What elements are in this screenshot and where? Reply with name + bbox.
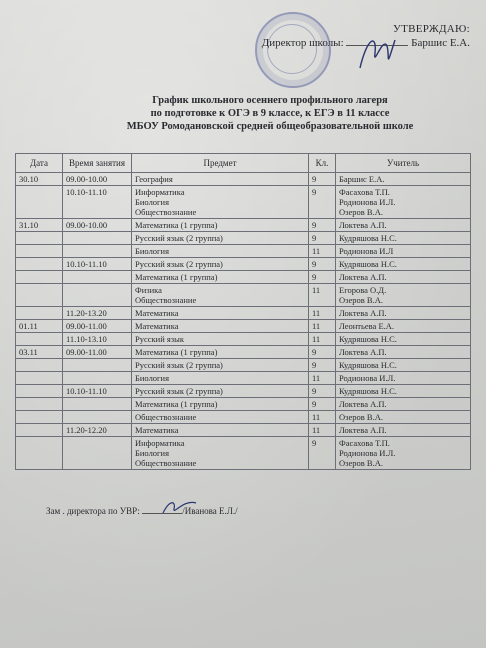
cell-date: 03.11 (16, 346, 63, 359)
approve-word: УТВЕРЖДАЮ: (393, 23, 470, 35)
cell-subject: Русский язык (132, 333, 309, 346)
table-row (16, 424, 471, 437)
cell-class: 11 (309, 320, 336, 333)
cell-date: 01.11 (16, 320, 63, 333)
cell-date (16, 424, 63, 437)
cell-class: 11 (309, 372, 336, 385)
cell-class: 9 (309, 385, 336, 398)
cell-time (63, 284, 132, 307)
cell-subject: Математика (1 группа) (132, 271, 309, 284)
cell-teacher: Локтева А.П. (336, 398, 471, 411)
cell-time: 10.10-11.10 (63, 385, 132, 398)
table-row (16, 320, 471, 333)
cell-time (63, 398, 132, 411)
cell-teacher: Родионова И.Л (336, 245, 471, 258)
cell-teacher: Локтева А.П. (336, 346, 471, 359)
deputy-signature (160, 497, 200, 517)
cell-date (16, 437, 63, 470)
cell-class: 11 (309, 307, 336, 320)
cell-time (63, 271, 132, 284)
cell-teacher: Кудряшова Н.С. (336, 258, 471, 271)
cell-date (16, 333, 63, 346)
cell-subject: Информатика Биология Обществознание (132, 437, 309, 470)
cell-subject: Информатика Биология Обществознание (132, 186, 309, 219)
cell-class: 9 (309, 346, 336, 359)
cell-date (16, 372, 63, 385)
table-row (16, 372, 471, 385)
cell-teacher: Фасахова Т.П. Родионова И.Л. Озеров В.А. (336, 437, 471, 470)
cell-subject: Биология (132, 245, 309, 258)
cell-class: 9 (309, 186, 336, 219)
cell-time: 09.00-11.00 (63, 320, 132, 333)
cell-class: 9 (309, 173, 336, 186)
cell-teacher: Родионова И.Л. (336, 372, 471, 385)
cell-subject: Математика (1 группа) (132, 219, 309, 232)
table-row (16, 398, 471, 411)
cell-class: 11 (309, 333, 336, 346)
table-row (16, 411, 471, 424)
cell-class: 9 (309, 437, 336, 470)
cell-time (63, 232, 132, 245)
cell-teacher: Локтева А.П. (336, 424, 471, 437)
cell-date (16, 271, 63, 284)
table-row (16, 232, 471, 245)
cell-subject: Математика (132, 424, 309, 437)
cell-time (63, 245, 132, 258)
header-class: Кл. (309, 154, 336, 173)
table-row (16, 219, 471, 232)
cell-teacher: Кудряшова Н.С. (336, 359, 471, 372)
table-row (16, 437, 471, 470)
approval-block (230, 22, 470, 50)
cell-teacher: Фасахова Т.П. Родионова И.Л. Озеров В.А. (336, 186, 471, 219)
table-body (16, 173, 471, 470)
cell-date: 31.10 (16, 219, 63, 232)
cell-class: 11 (309, 245, 336, 258)
table-row (16, 346, 471, 359)
cell-subject: Математика (132, 307, 309, 320)
cell-class: 9 (309, 398, 336, 411)
cell-date (16, 258, 63, 271)
table-row (16, 245, 471, 258)
cell-class: 9 (309, 219, 336, 232)
cell-subject: Математика (1 группа) (132, 398, 309, 411)
cell-time: 10.10-11.10 (63, 186, 132, 219)
cell-teacher: Леонтьева Е.А. (336, 320, 471, 333)
table-row (16, 307, 471, 320)
table-row (16, 186, 471, 219)
cell-class: 9 (309, 232, 336, 245)
cell-subject: Биология (132, 372, 309, 385)
cell-date (16, 245, 63, 258)
cell-time (63, 359, 132, 372)
cell-time: 11.20-12.20 (63, 424, 132, 437)
cell-teacher: Локтева А.П. (336, 219, 471, 232)
cell-time: 11.20-13.20 (63, 307, 132, 320)
cell-class: 9 (309, 359, 336, 372)
cell-date (16, 307, 63, 320)
cell-subject: Русский язык (2 группа) (132, 232, 309, 245)
cell-time (63, 411, 132, 424)
cell-subject: Русский язык (2 группа) (132, 359, 309, 372)
cell-subject: Математика (1 группа) (132, 346, 309, 359)
cell-teacher: Кудряшова Н.С. (336, 385, 471, 398)
cell-date (16, 232, 63, 245)
deputy-label: Зам . директора по УВР: (46, 506, 143, 516)
cell-time: 09.00-11.00 (63, 346, 132, 359)
table-row (16, 271, 471, 284)
cell-date (16, 398, 63, 411)
table-row (16, 333, 471, 346)
cell-teacher: Баршис Е.А. (336, 173, 471, 186)
cell-subject: Русский язык (2 группа) (132, 258, 309, 271)
director-name: Баршис Е.А. (411, 37, 470, 49)
cell-date: 30.10 (16, 173, 63, 186)
cell-time: 09.00-10.00 (63, 219, 132, 232)
cell-teacher: Кудряшова Н.С. (336, 333, 471, 346)
table-row (16, 385, 471, 398)
cell-subject: География (132, 173, 309, 186)
schedule-table (15, 153, 471, 470)
director-line (230, 36, 470, 50)
cell-teacher: Озеров В.А. (336, 411, 471, 424)
cell-class: 11 (309, 424, 336, 437)
cell-teacher: Локтева А.П. (336, 307, 471, 320)
table-row (16, 359, 471, 372)
cell-class: 9 (309, 258, 336, 271)
cell-date (16, 284, 63, 307)
cell-teacher: Локтева А.П. (336, 271, 471, 284)
deputy-line (46, 506, 238, 516)
table-row (16, 284, 471, 307)
table-row (16, 258, 471, 271)
cell-date (16, 411, 63, 424)
title-line-2: по подготовке к ОГЭ в 9 классе, к ЕГЭ в 11 классе (150, 108, 390, 119)
cell-class: 11 (309, 284, 336, 307)
cell-time: 10.10-11.10 (63, 258, 132, 271)
cell-time: 09.00-10.00 (63, 173, 132, 186)
header-subject: Предмет (132, 154, 309, 173)
cell-subject: Обществознание (132, 411, 309, 424)
deputy-name: /Иванова Е.Л./ (182, 506, 238, 516)
director-signature (355, 28, 405, 78)
cell-subject: Математика (132, 320, 309, 333)
title-line-1: График школьного осеннего профильного лагеря (152, 95, 388, 106)
header-teacher: Учитель (336, 154, 471, 173)
header-time: Время занятия (63, 154, 132, 173)
cell-teacher: Кудряшова Н.С. (336, 232, 471, 245)
cell-time (63, 437, 132, 470)
cell-date (16, 385, 63, 398)
cell-date (16, 186, 63, 219)
cell-subject: Русский язык (2 группа) (132, 385, 309, 398)
cell-teacher: Егорова О.Д. Озеров В.А. (336, 284, 471, 307)
document-title (70, 94, 470, 133)
header-date: Дата (16, 154, 63, 173)
cell-date (16, 359, 63, 372)
table-header-row (16, 154, 471, 173)
cell-subject: Физика Обществознание (132, 284, 309, 307)
title-line-3: МБОУ Ромодановской средней общеобразовательной школе (126, 121, 414, 132)
table-row (16, 173, 471, 186)
director-label: Директор школы: (261, 37, 344, 49)
cell-class: 9 (309, 271, 336, 284)
cell-time (63, 372, 132, 385)
cell-class: 11 (309, 411, 336, 424)
cell-time: 11.10-13.10 (63, 333, 132, 346)
